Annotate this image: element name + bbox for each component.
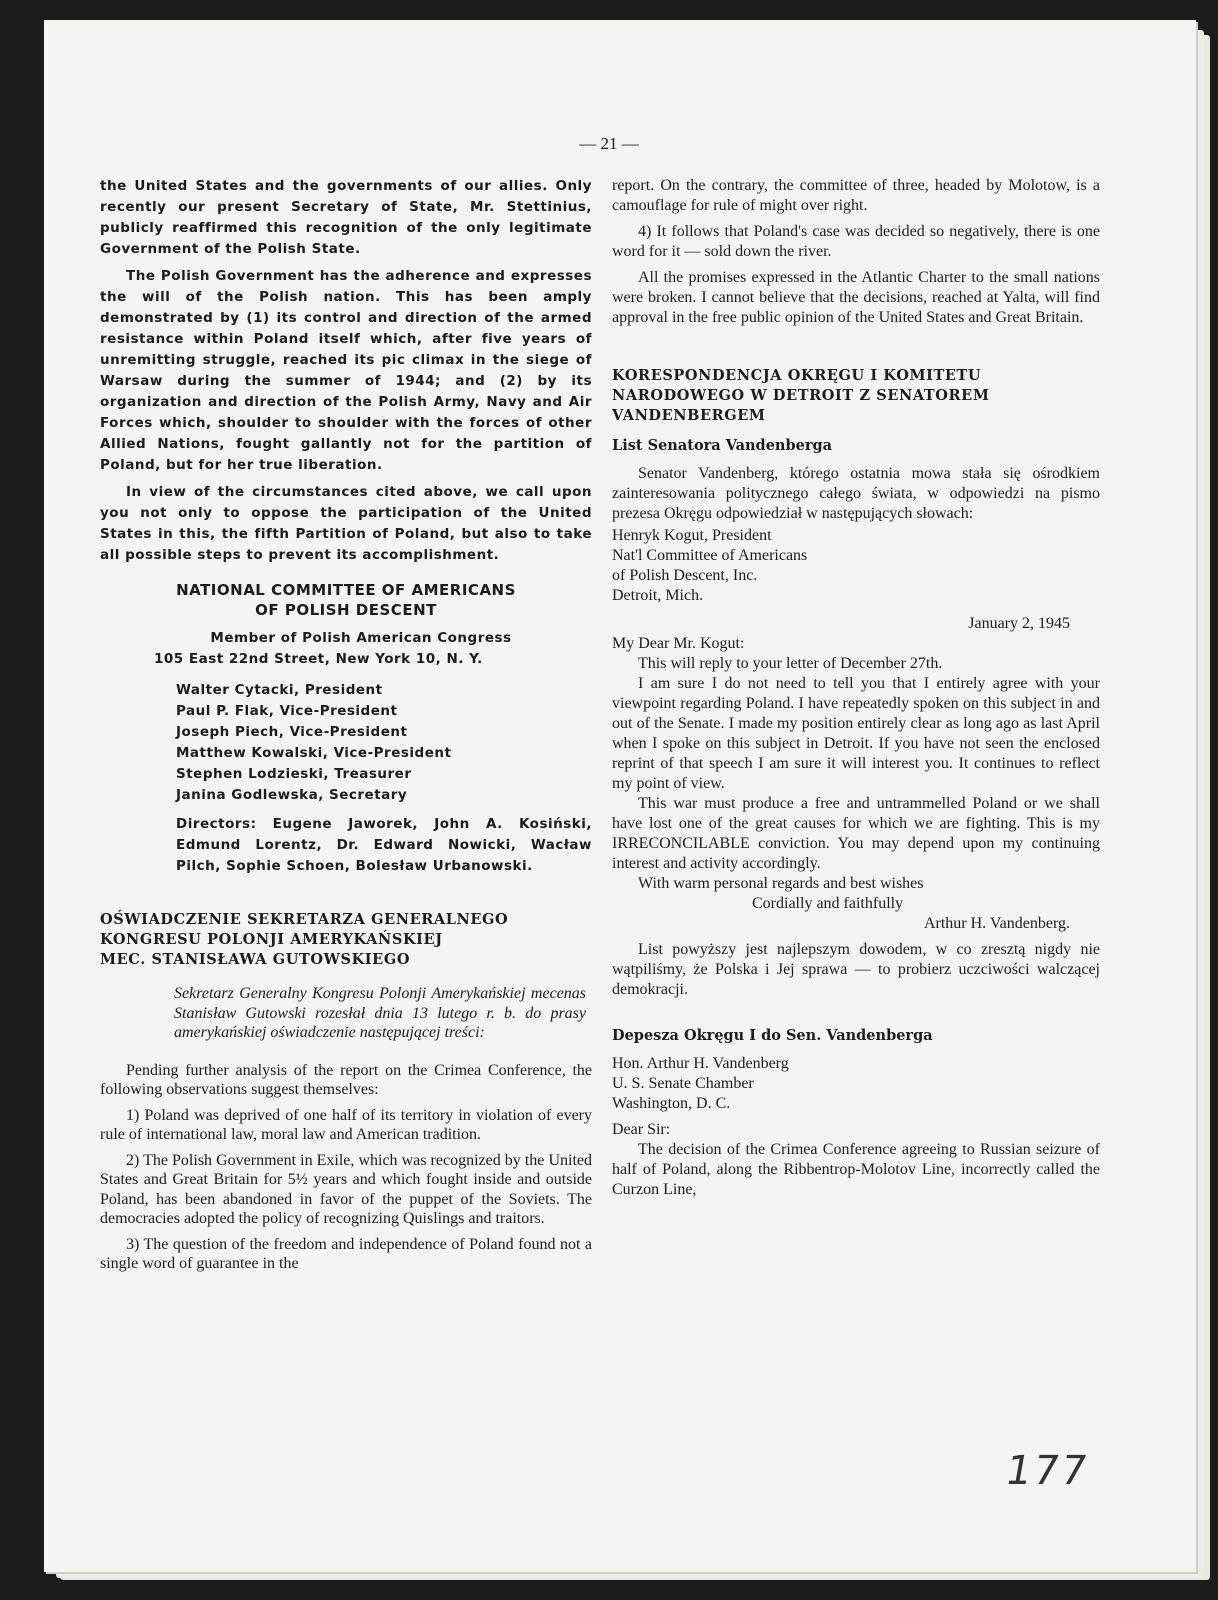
paragraph: This will reply to your letter of December 27th. xyxy=(638,655,943,672)
heading-line: VANDENBERGEM xyxy=(612,407,766,424)
heading-line: MEC. STANISŁAWA GUTOWSKIEGO xyxy=(100,951,411,968)
officer: Joseph Piech, Vice-President xyxy=(176,724,408,740)
officer: Matthew Kowalski, Vice-President xyxy=(176,745,452,761)
paragraph: The decision of the Crimea Conference agreeing to Russian seizure of half of Poland, along the Ribbentrop-Molotov Line, incorrectly called the Curzon Line, xyxy=(612,1141,1100,1198)
paragraph: List powyższy jest najlepszym dowodem, w co zresztą nigdy nie wątpiliśmy, że Polska i Jej sprawa — to probierz uczciwości walczącej demokracji. xyxy=(612,941,1100,998)
paragraph: Senator Vandenberg, którego ostatnia mowa stała się ośrodkiem zainteresowania politycznego całego świata, w odpowiedzi na pismo prezesa Okręgu odpowiedział w następujących słowach: xyxy=(612,465,1100,522)
heading-line: KORESPONDENCJA OKRĘGU I KOMITETU xyxy=(612,367,982,384)
signature: Arthur H. Vandenberg. xyxy=(923,915,1070,932)
committee-heading xyxy=(100,580,592,620)
telegram-address xyxy=(612,1054,1100,1114)
address-line: of Polish Descent, Inc. xyxy=(612,567,758,584)
address-line: Detroit, Mich. xyxy=(612,587,704,604)
paragraph: This war must produce a free and untrammelled Poland or we shall have lost one of the great causes for which we are fighting. This is my IRRECONCILABLE conviction. You may depend upon my continuing interest and activity accordingly. xyxy=(612,795,1100,872)
correspondence-heading xyxy=(612,366,1100,426)
paragraph: 2) The Polish Government in Exile, which was recognized by the United States and Great Britain for 5½ years and which fought inside and outside Poland, has been abandoned in favor of the puppet of the Soviets. The democracies adopted the policy of recognizing Quislings and traitors. xyxy=(100,1151,592,1227)
salutation: Dear Sir: xyxy=(612,1121,671,1138)
page-number: — 21 — xyxy=(579,134,639,153)
address-line: Henryk Kogut, President xyxy=(612,527,772,544)
paragraph: The Polish Government has the adherence and expresses the will of the Polish nation. This has been amply demonstrated by (1) its control and direction of the armed resistance within Poland itself which, after five years of unremitting struggle, reached its pic climax in the siege of Warsaw during the summer of 1944; and (2) by its organization and direction of the Polish Army, Navy and Air Forces which, shoulder to shoulder with the forces of other Allied Nations, fought gallantly not for the partition of Poland, but for her true liberation. xyxy=(100,268,592,473)
salutation: My Dear Mr. Kogut: xyxy=(612,635,745,652)
heading-line: NARODOWEGO W DETROIT Z SENATOREM xyxy=(612,387,990,404)
heading-line: OŚWIADCZENIE SEKRETARZA GENERALNEGO xyxy=(100,911,509,928)
handwritten-page-number: 177 xyxy=(1001,1448,1093,1494)
heading-line: KONGRESU POLONJI AMERYKAŃSKIEJ xyxy=(100,931,443,948)
paragraph: Pending further analysis of the report on the Crimea Conference, the following observations suggest themselves: xyxy=(100,1061,592,1098)
letter-date: January 2, 1945 xyxy=(968,615,1070,632)
officer: Stephen Lodzieski, Treasurer xyxy=(176,766,412,782)
paragraph: I am sure I do not need to tell you that I entirely agree with your viewpoint regarding Poland. I have repeatedly spoken on this subject in and out of the Senate. I made my position entirely clear as long ago as last April when I spoke on this subject in Detroit. If you have not seen the enclosed reprint of that speech I am sure it will interest you. It continues to reflect my point of view. xyxy=(612,675,1100,792)
address-line: Washington, D. C. xyxy=(612,1095,731,1112)
subheading: List Senatora Vandenberga xyxy=(612,437,832,454)
officers-list xyxy=(176,680,592,806)
letter-address xyxy=(612,526,1100,606)
address-line: U. S. Senate Chamber xyxy=(612,1075,754,1092)
paragraph: 3) The question of the freedom and independence of Poland found not a single word of guarantee in the xyxy=(100,1235,592,1272)
intro-note: Sekretarz Generalny Kongresu Polonji Amerykańskiej mecenas Stanisław Gutowski rozesłał dnia 13 lutego r. b. do prasy amerykańskiej oświadczenie następującej treści: xyxy=(174,985,586,1041)
paragraph: report. On the contrary, the committee of three, headed by Molotow, is a camouflage for rule of might over right. xyxy=(612,177,1100,214)
subheading: Depesza Okręgu I do Sen. Vandenberga xyxy=(612,1027,933,1044)
statement-heading xyxy=(100,910,592,970)
heading-line: OF POLISH DESCENT xyxy=(255,601,437,619)
paragraph: All the promises expressed in the Atlantic Charter to the small nations were broken. I cannot believe that the decisions, reached at Yalta, will find approval in the free public opinion of the United States and Great Britain. xyxy=(612,269,1100,326)
right-column xyxy=(612,176,1100,1200)
address-line: Hon. Arthur H. Vandenberg xyxy=(612,1055,789,1072)
paragraph: the United States and the governments of our allies. Only recently our present Secretary of State, Mr. Stettinius, publicly reaffirmed this recognition of the only legitimate Government of the Polish State. xyxy=(100,178,592,257)
officer: Janina Godlewska, Secretary xyxy=(176,787,408,803)
directors-list: Directors: Eugene Jaworek, John A. Kosiński, Edmund Lorentz, Dr. Edward Nowicki, Wacław Pilch, Sophie Schoen, Bolesław Urbanowski. xyxy=(176,816,592,874)
paragraph: In view of the circumstances cited above, we call upon you not only to oppose the participation of the United States in this, the fifth Partition of Poland, but also to take all possible steps to prevent its accomplishment. xyxy=(100,484,592,563)
officer: Paul P. Flak, Vice-President xyxy=(176,703,398,719)
address-line: Nat'l Committee of Americans xyxy=(612,547,808,564)
officer: Walter Cytacki, President xyxy=(176,682,383,698)
paragraph: With warm personal regards and best wishes xyxy=(638,875,924,892)
address-line: 105 East 22nd Street, New York 10, N. Y. xyxy=(154,651,483,667)
paragraph: 4) It follows that Poland's case was decided so negatively, there is one word for it — sold down the river. xyxy=(612,223,1100,260)
left-column-lower xyxy=(100,910,592,1274)
left-column xyxy=(100,176,592,877)
heading-line: NATIONAL COMMITTEE OF AMERICANS xyxy=(176,581,516,599)
member-line: Member of Polish American Congress xyxy=(210,630,512,646)
closing: Cordially and faithfully xyxy=(752,895,904,912)
paragraph: 1) Poland was deprived of one half of its territory in violation of every rule of international law, moral law and American tradition. xyxy=(100,1106,592,1143)
